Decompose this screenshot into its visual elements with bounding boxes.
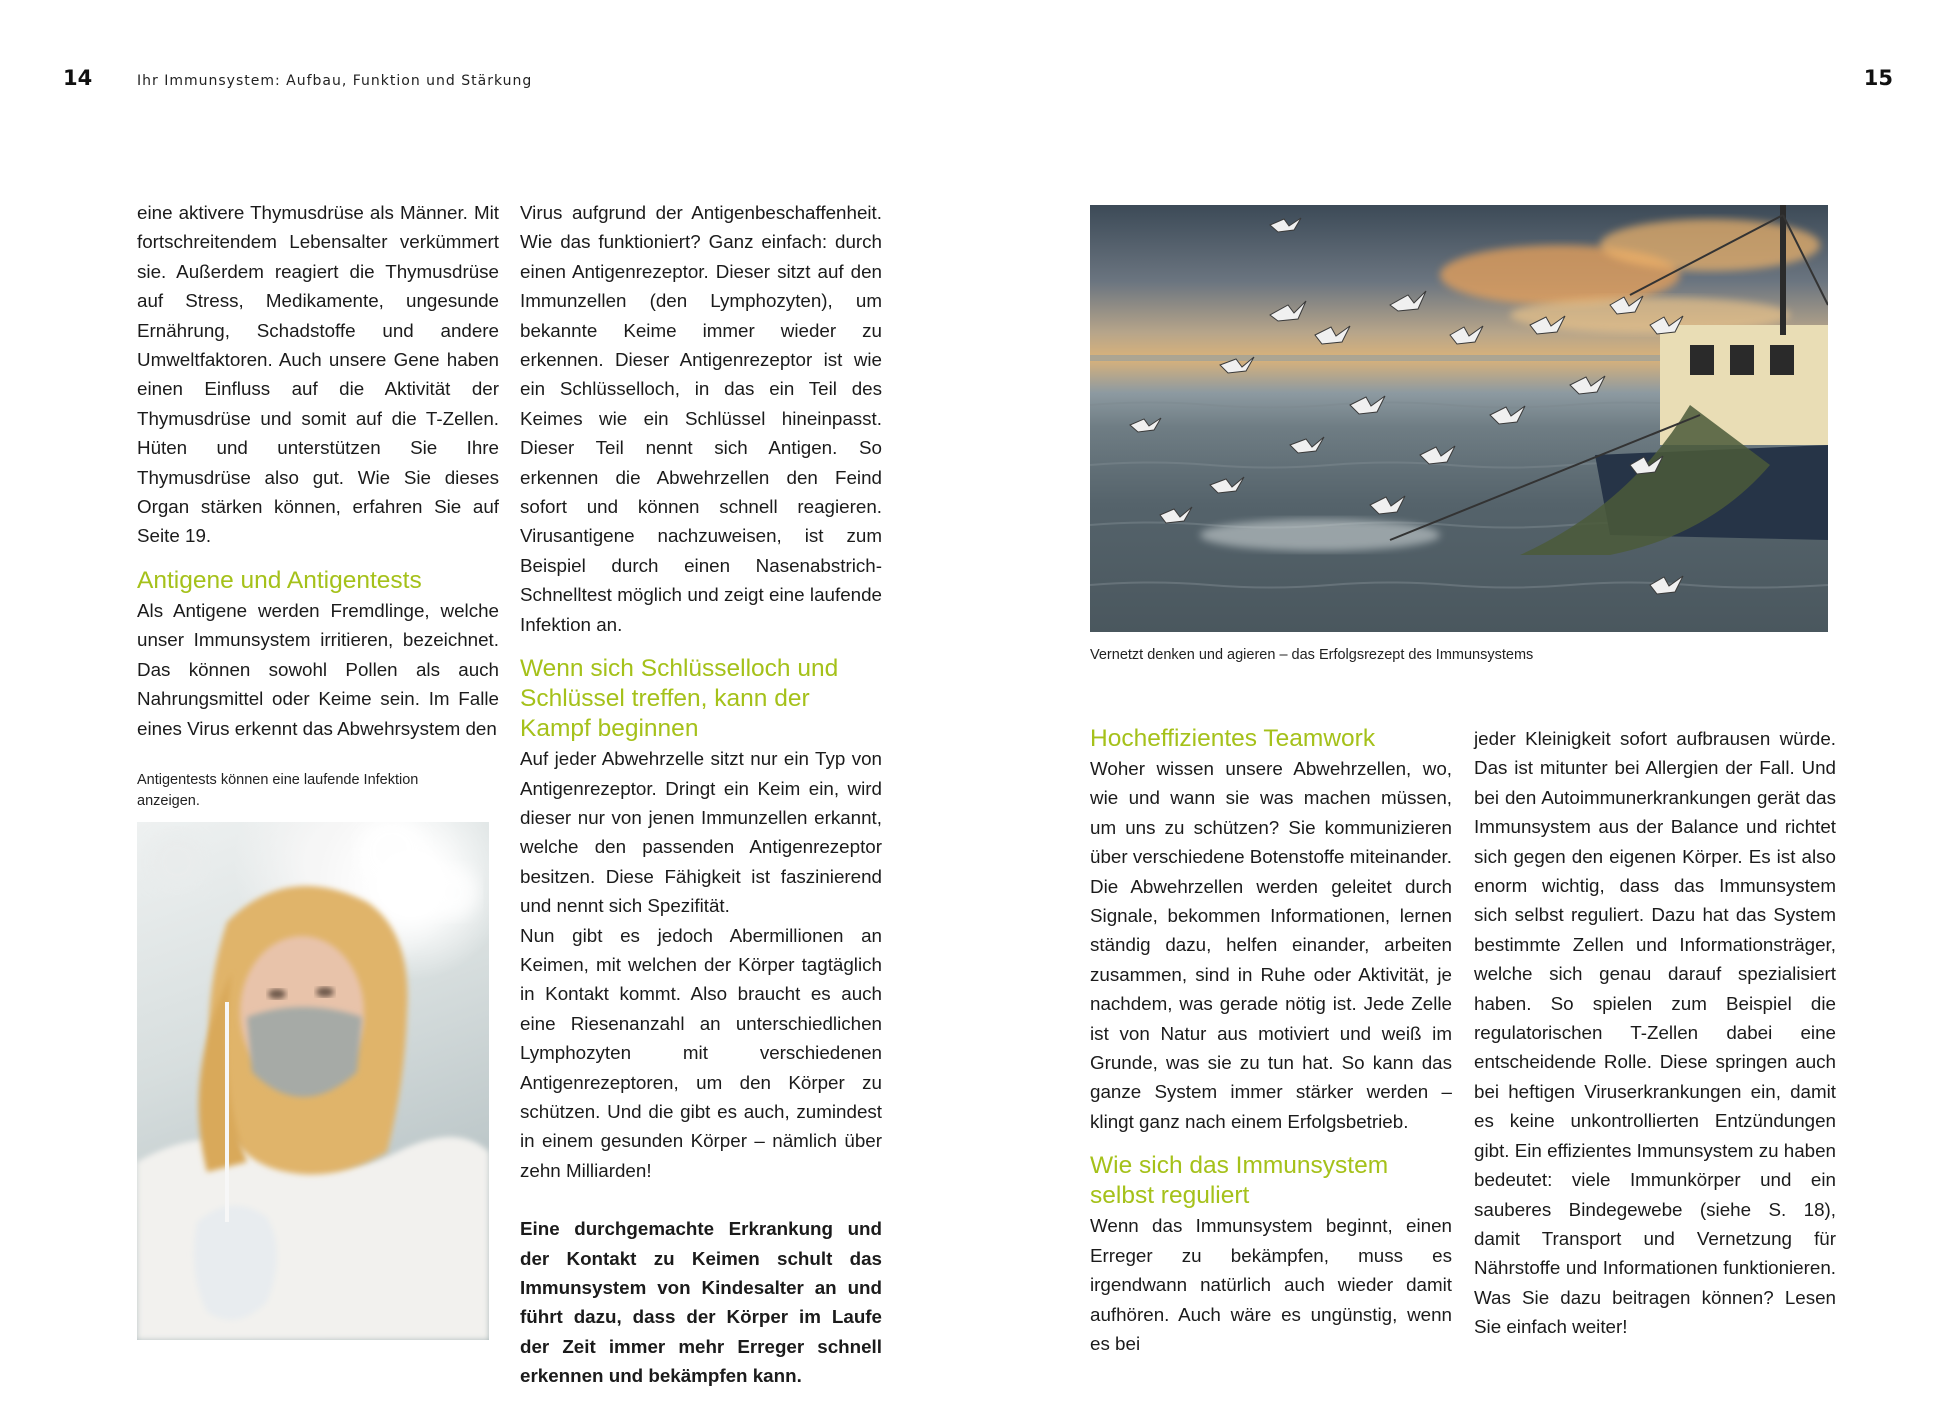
section-heading: Wenn sich Schlüsselloch und Schlüssel treffen, kann der Kampf beginnen xyxy=(520,655,839,743)
photo-caption: Vernetzt denken und agieren – das Erfolgsrezept des Immunsystems xyxy=(1090,647,1534,663)
paragraph: Virus aufgrund der Antigenbeschaffenheit. Wie das funktioniert? Ganz einfach: durch einen Antigenrezeptor. Dieser sitzt auf den Immunzellen (den Lymphozyten), um bekannte Keime immer wieder zu erkennen. Dieser Antigenrezeptor ist wie ein Schlüsselloch, in das ein Teil des Keimes wie ein Schlüssel hineinpasst. Dieser Teil nennt sich Antigen. So erkennen die Abwehrzellen den Feind sofort und können schnell reagieren. Virusantigene nachzuweisen, ist zum Beispiel durch einen Nasenabstrich-Schnelltest möglich und zeigt eine laufende Infektion an. xyxy=(520,202,882,635)
paragraph: Woher wissen unsere Abwehrzellen, wo, wie und wann sie was machen müssen, um uns zu schützen? Sie kommunizieren über verschiedene Botenstoffe miteinander. Die Abwehrzellen werden geleitet durch Signale, bekommen Informationen, lernen ständig dazu, helfen einander, arbeiten zusammen, sind in Ruhe oder Aktivität, je nachdem, was gerade nötig ist. Jede Zelle ist von Natur aus motiviert und weiß im Grunde, was sie zu tun hat. So kann das ganze System immer stärker werden – klingt ganz nach einem Erfolgsbetrieb. xyxy=(1090,758,1452,1132)
seagulls-boat-illustration xyxy=(1090,205,1828,632)
paragraph: Wenn das Immunsystem beginnt, einen Erreger zu bekämpfen, muss es irgendwann natürlich auch wieder damit aufhören. Auch wäre es ungünstig, wenn es bei xyxy=(1090,1215,1452,1354)
section-heading: Hocheffizientes Teamwork xyxy=(1090,725,1376,752)
column-4 xyxy=(1474,724,1836,1342)
paragraph: jeder Kleinigkeit sofort aufbrausen würde. Das ist mitunter bei Allergien der Fall. Und bei den Autoimmunerkrankungen gerät das Immunsystem aus der Balance und richtet sich gegen den eigenen Körper. Es ist also enorm wichtig, dass das Immunsystem sich selbst reguliert. Dazu hat das System bestimmte Zellen und Informationsträger, welche sich genau darauf spezialisiert haben. So spielen zum Beispiel die regulatorischen T-Zellen dabei eine entscheidende Rolle. Diese springen auch bei heftigen Viruserkrankungen ein, damit es keine unkontrollierten Entzündungen gibt. Ein effizientes Immunsystem zu haben bedeutet: viele Immunkörper und ein sauberes Bindegewebe (siehe S. 18), damit Transport und Vernetzung für Nährstoffe und Informationen funktionieren. Was Sie dazu beitragen können? Lesen Sie einfach weiter! xyxy=(1474,728,1836,1338)
paragraph: Als Antigene werden Fremdlinge, welche unser Immunsystem irritieren, bezeichnet. Das können sowohl Pollen als auch Nahrungsmittel oder Keime sein. Im Falle eines Virus erkennt das Abwehrsystem den xyxy=(137,599,499,739)
column-3 xyxy=(1090,724,1452,1358)
seagulls-boat-photo xyxy=(1090,205,1828,632)
paragraph: eine aktivere Thymusdrüse als Männer. Mit fortschreitendem Lebensalter verkümmert sie. Außerdem reagiert die Thymusdrüse auf Stress, Medikamente, ungesunde Ernährung, Schadstoffe und andere Umweltfaktoren. Auch unsere Gene haben einen Einfluss auf die Aktivität der Thymusdrüse und somit auf die T-Zellen. Hüten und unterstützen Sie Ihre Thymusdrüse also gut. Wie Sie dieses Organ stärken können, erfahren Sie auf Seite 19. xyxy=(137,202,499,547)
running-head: Ihr Immunsystem: Aufbau, Funktion und Stärkung xyxy=(137,73,533,89)
page-number-left: 14 xyxy=(63,66,93,90)
lab-worker-photo xyxy=(137,822,489,1340)
column-2 xyxy=(520,198,882,1391)
lab-worker-illustration xyxy=(137,822,489,1340)
paragraph: Nun gibt es jedoch Abermillionen an Keimen, mit welchen der Körper tagtäglich in Kontakt kommt. Also braucht es auch eine Riesenanzahl an unterschiedlichen Lymphozyten mit verschiedenen Antigenrezeptoren, um den Körper zu schützen. Und die gibt es auch, zumindest in einem gesunden Körper – nämlich über zehn Milliarden! xyxy=(520,924,882,1181)
paragraph: Auf jeder Abwehrzelle sitzt nur ein Typ von Antigenrezeptor. Dringt ein Keim ein, wird dieser nur von jenen Immunzellen erkannt, welche den passenden Antigenrezeptor besitzen. Diese Fähigkeit ist faszinierend und nennt sich Spezifität. xyxy=(520,748,882,917)
section-heading: Wie sich das Immunsystem selbst reguliert xyxy=(1090,1152,1389,1210)
image-caption: Antigentests können eine laufende Infektion anzeigen. xyxy=(137,772,419,809)
highlight-paragraph: Eine durchgemachte Erkrankung und der Kontakt zu Keimen schult das Immunsystem von Kindesalter an und führt dazu, dass der Körper im Laufe der Zeit immer mehr Erreger schnell erkennen und bekämpfen kann. xyxy=(520,1218,882,1387)
page-number-right: 15 xyxy=(1863,66,1893,90)
section-heading: Antigene und Antigentests xyxy=(137,566,422,594)
column-1 xyxy=(137,198,499,743)
